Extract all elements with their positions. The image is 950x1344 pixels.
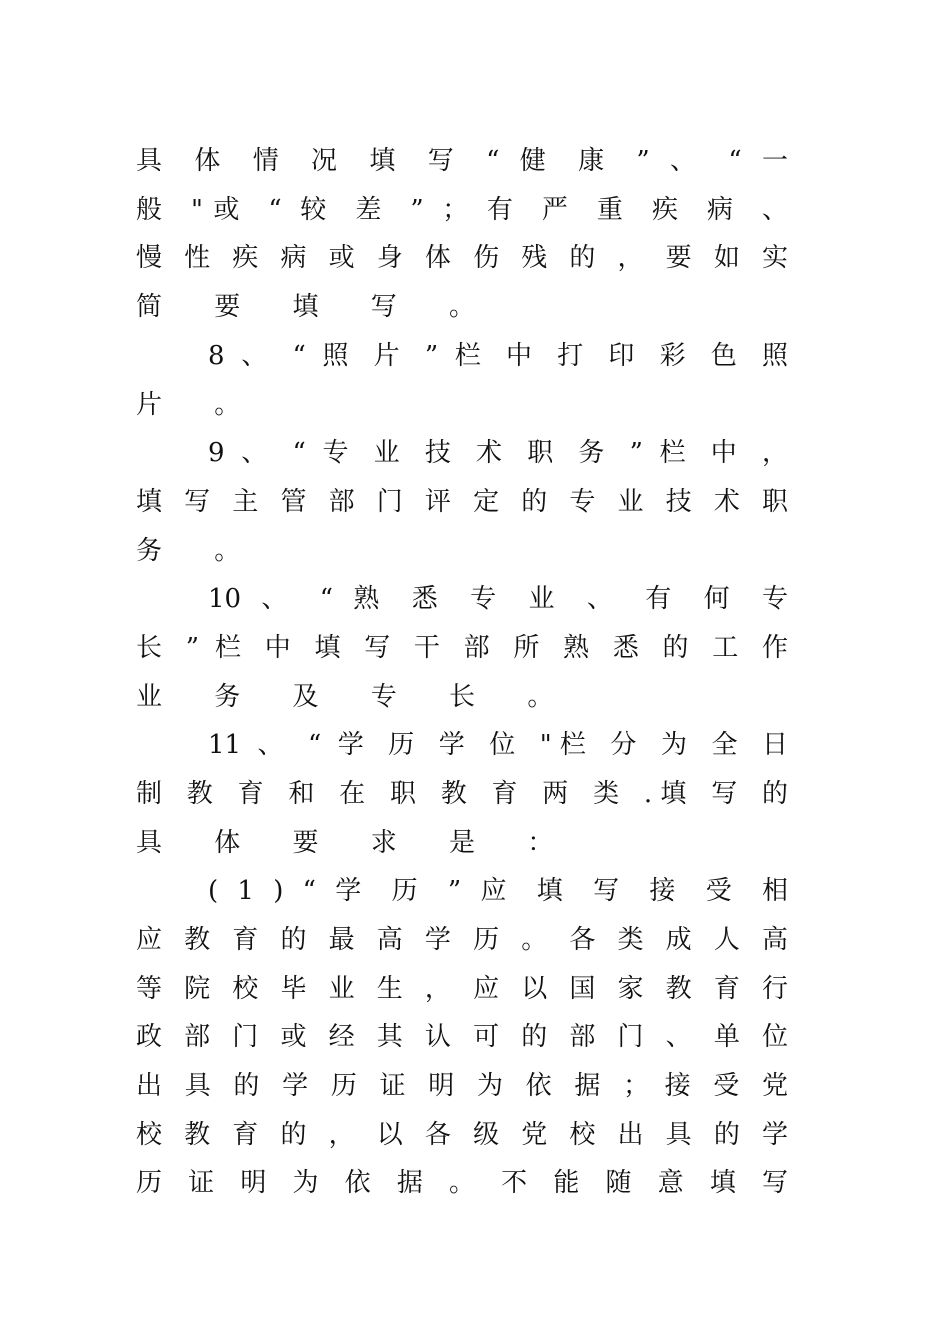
- text-line: 制 教 育 和 在 职 教 育 两 类 .填 写 的: [136, 779, 788, 809]
- text-line: 校 教 育 的 ， 以 各 级 党 校 出 具 的 学: [136, 1120, 788, 1150]
- text-line: 填 写 主 管 部 门 评 定 的 专 业 技 术 职: [136, 487, 788, 517]
- paragraph-start-line: 9 、 “ 专 业 技 术 职 务 ” 栏 中 ，: [208, 438, 788, 468]
- text-line: 出 具 的 学 历 证 明 为 依 据 ； 接 受 党: [136, 1071, 788, 1101]
- text-line: 长 ” 栏 中 填 写 干 部 所 熟 悉 的 工 作: [136, 633, 788, 663]
- text-line: 等 院 校 毕 业 生 ， 应 以 国 家 教 育 行: [136, 974, 788, 1004]
- paragraph-start-line: 10 、 “ 熟 悉 专 业 、 有 何 专: [208, 584, 788, 614]
- text-line: 务 。: [136, 536, 263, 566]
- paragraph-start-line: 8 、 “ 照 片 ” 栏 中 打 印 彩 色 照: [208, 341, 788, 371]
- text-line: 政 部 门 或 经 其 认 可 的 部 门 、 单 位: [136, 1022, 788, 1052]
- text-line: 片 。: [136, 390, 263, 420]
- text-line: 具 体 情 况 填 写 “ 健 康 ” 、 “ 一: [136, 146, 788, 176]
- text-line: 慢 性 疾 病 或 身 体 伤 残 的 ， 要 如 实: [136, 243, 788, 273]
- text-line: 历 证 明 为 依 据 。 不 能 随 意 填 写: [136, 1168, 788, 1198]
- paragraph-start-line: 11 、 “ 学 历 学 位 "栏 分 为 全 日: [208, 730, 788, 760]
- text-line: 业 务 及 专 长 。: [136, 682, 576, 712]
- text-line: 简 要 填 写 。: [136, 292, 498, 322]
- text-line: 般 "或 “ 较 差 ” ； 有 严 重 疾 病 、: [136, 195, 788, 225]
- text-line: 具 体 要 求 是 ：: [136, 828, 576, 858]
- paragraph-start-line: ( 1 ) “ 学 历 ” 应 填 写 接 受 相: [208, 876, 788, 906]
- text-line: 应 教 育 的 最 高 学 历 。 各 类 成 人 高: [136, 925, 788, 955]
